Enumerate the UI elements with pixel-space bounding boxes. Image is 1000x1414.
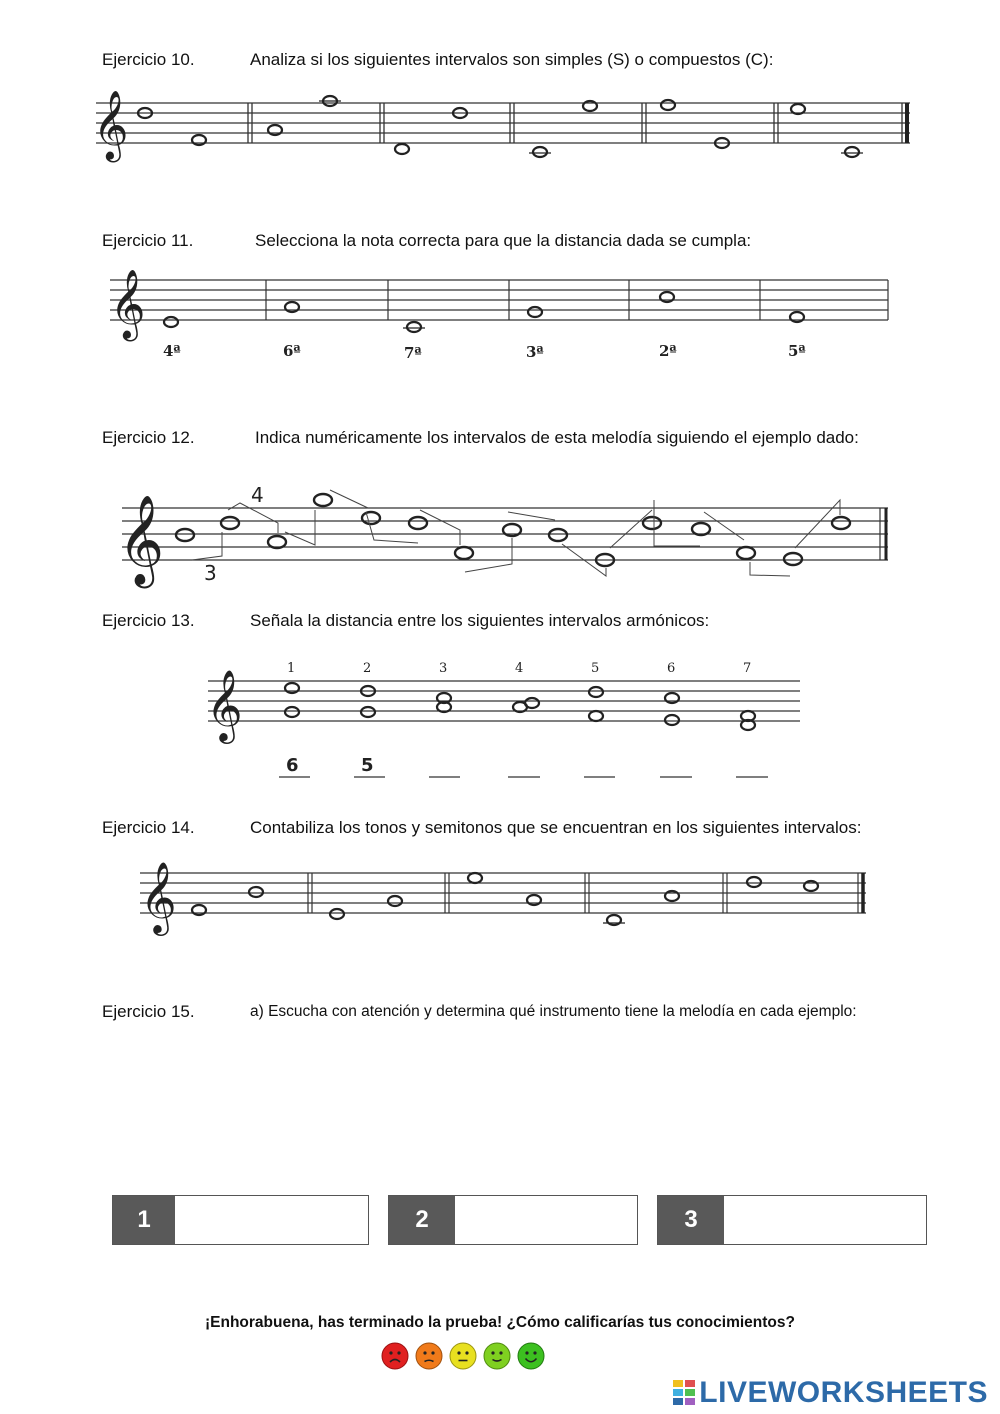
exercise-12-label: Ejercicio 12. <box>102 428 195 447</box>
interval-number: 4 <box>515 661 524 676</box>
answer-box-number: 2 <box>389 1196 455 1244</box>
treble-clef-icon: 𝄞 <box>110 269 146 339</box>
happy-face-icon[interactable] <box>483 1342 511 1370</box>
treble-clef-icon: 𝄞 <box>93 90 129 160</box>
exercise-13-label: Ejercicio 13. <box>102 611 195 630</box>
interval-number: 3 <box>439 661 448 676</box>
closing-message: ¡Enhorabuena, has terminado la prueba! ¿Cómo calificarías tus conocimientos? <box>205 1314 795 1331</box>
answer-input-1[interactable] <box>175 1196 368 1244</box>
treble-clef-icon: 𝄞 <box>118 495 165 585</box>
interval-number: 6 <box>667 661 676 676</box>
liveworksheets-logo-icon <box>673 1380 695 1406</box>
liveworksheets-brand <box>673 1376 988 1410</box>
treble-clef-icon: 𝄞 <box>206 668 243 741</box>
interval-example-lower: 3 <box>204 561 217 585</box>
answer-value: 5 <box>361 755 374 776</box>
exercise-14-instruction: Contabiliza los tonos y semitonos que se encuentran en los siguientes intervalos: <box>250 818 862 837</box>
exercise-11-label: Ejercicio 11. <box>102 231 194 250</box>
exercise-10-instruction: Analiza si los siguientes intervalos son simples (S) o compuestos (C): <box>250 50 774 69</box>
interval-label: 2ª <box>659 342 677 360</box>
rating-faces <box>381 1342 545 1370</box>
answer-box-number: 3 <box>658 1196 724 1244</box>
very-happy-face-icon[interactable] <box>517 1342 545 1370</box>
neutral-face-icon[interactable] <box>449 1342 477 1370</box>
interval-label: 5ª <box>788 342 806 360</box>
exercise-15-instruction: a) Escucha con atención y determina qué instrumento tiene la melodía en cada ejemplo: <box>250 1003 857 1020</box>
liveworksheets-logo-text: LIVEWORKSHEETS <box>699 1376 988 1409</box>
answer-box-number: 1 <box>113 1196 175 1244</box>
exercise-11-instruction: Selecciona la nota correcta para que la distancia dada se cumpla: <box>255 231 752 250</box>
answer-box-2 <box>388 1195 638 1245</box>
interval-number: 5 <box>591 661 600 676</box>
exercise-15-label: Ejercicio 15. <box>102 1002 195 1021</box>
answer-value: 6 <box>286 755 299 776</box>
interval-number: 2 <box>363 661 372 676</box>
interval-label: 6ª <box>283 342 301 360</box>
sad-face-icon[interactable] <box>415 1342 443 1370</box>
answer-input-2[interactable] <box>455 1196 637 1244</box>
interval-number: 7 <box>743 661 752 676</box>
answer-input-3[interactable] <box>724 1196 926 1244</box>
interval-label: 7ª <box>404 344 422 362</box>
exercise-13-instruction: Señala la distancia entre los siguientes intervalos armónicos: <box>250 611 710 630</box>
exercise-12-instruction: Indica numéricamente los intervalos de esta melodía siguiendo el ejemplo dado: <box>255 428 859 447</box>
answer-box-1 <box>112 1195 369 1245</box>
treble-clef-icon: 𝄞 <box>140 860 177 933</box>
exercise-10-label: Ejercicio 10. <box>102 50 195 69</box>
answer-box-3 <box>657 1195 927 1245</box>
exercise-14-label: Ejercicio 14. <box>102 818 195 837</box>
interval-label: 4ª <box>163 342 181 360</box>
interval-number: 1 <box>287 661 296 676</box>
interval-example-upper: 4 <box>251 483 264 507</box>
interval-label: 3ª <box>526 343 544 361</box>
very-sad-face-icon[interactable] <box>381 1342 409 1370</box>
